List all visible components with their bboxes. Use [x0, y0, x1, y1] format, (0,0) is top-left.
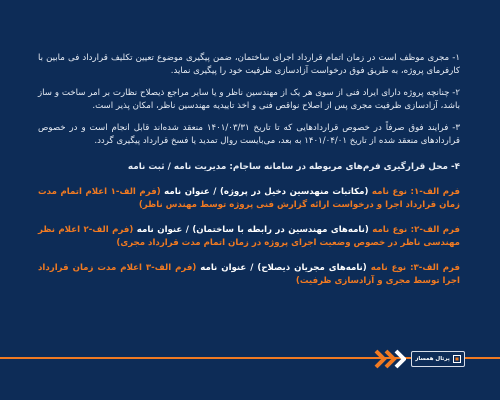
- form-2-title-label: / عنوان نامه: [133, 224, 193, 235]
- logo-text: پرتال همساز: [415, 356, 450, 362]
- form-3-title-value-cont: قرارداد اجرا توسط مجری و آزادسازی ظرفیت): [38, 262, 460, 286]
- form-1-title-label: / عنوان نامه: [160, 186, 220, 197]
- form-3-title-value: (فرم الف-۳ اعلام مدت زمان: [72, 262, 197, 273]
- form-3-type-value: (نامه‌های مجریان ذیصلاح): [257, 262, 367, 273]
- footer-logo: [411, 351, 465, 367]
- form-2-type: فرم الف-۲: نوع نامه: [368, 224, 461, 235]
- form-2-title-value: (فرم الف-۲: [83, 224, 134, 235]
- paragraph-3: ۳- فرایند فوق صرفاً در خصوص قراردادهایی که تا تاریخ ۱۴۰۱/۰۳/۳۱ منعقد شده‌اند قابل انجام است و در خصوص قراردادهای منعقد شده از تاریخ ۱۴۰۱/۰۴/۰۱ به بعد، می‌بایست روال تمدید یا فسخ قرارداد پیگیری گردد.: [38, 123, 460, 146]
- section-heading: ۴- محل قرارگیری فرم‌های مربوطه در سامانه ساجام: مدیریت نامه / ثبت نامه: [127, 162, 460, 172]
- paragraph-2: ۲- چنانچه پروژه دارای ایراد فنی از سوی هر یک از مهندسین ناظر و یا سایر مراجع ذیصلاح نظارت بر امر ساخت و ساز باشد، آزادسازی ظرفیت مجری پس از اصلاح نواقص فنی و اخذ تاییدیه مهندسین ناظر، امکان پذیر است.: [38, 88, 460, 111]
- form-3-title-label: / عنوان نامه: [196, 262, 258, 273]
- form-2-type-value: (نامه‌های مهندسین در رابطه با ساختمان): [192, 224, 369, 235]
- form-1-type-value: (مکاتبات منهدسین دخیل در پروژه): [219, 186, 369, 197]
- paragraph-1: ۱- مجری موظف است در زمان اتمام قرارداد اجرای ساختمان، ضمن پیگیری موضوع تعیین تکلیف قرارداد فی مابین با کارفرمای پروژه، به طریق فوق درخواست آزادسازی ظرفیت خود را پیگیری نماید.: [38, 53, 460, 76]
- form-3-type: فرم الف-۳: نوع نامه: [366, 262, 461, 273]
- chevron-arrows-icon: [372, 348, 406, 370]
- form-2-title-value-cont: اعلام نظر مهندسی ناظر در خصوص وضعیت اجرای پروژه در زمان اتمام مدت قرارداد مجری): [38, 224, 460, 248]
- logo-mark-icon: [453, 355, 461, 363]
- form-1-type: فرم الف-۱: نوع نامه: [368, 186, 460, 197]
- form-item-1: [38, 186, 460, 212]
- form-1-title-value: (فرم الف-۱ اعلام اتمام: [60, 186, 161, 197]
- form-item-3: [38, 262, 460, 288]
- form-1-title-value-cont: مدت زمان قرارداد اجرا و درخواست ارائه گزارش فنی پروژه توسط مهندس ناظر): [38, 186, 460, 210]
- document-body: [38, 52, 460, 300]
- form-item-2: [38, 224, 460, 250]
